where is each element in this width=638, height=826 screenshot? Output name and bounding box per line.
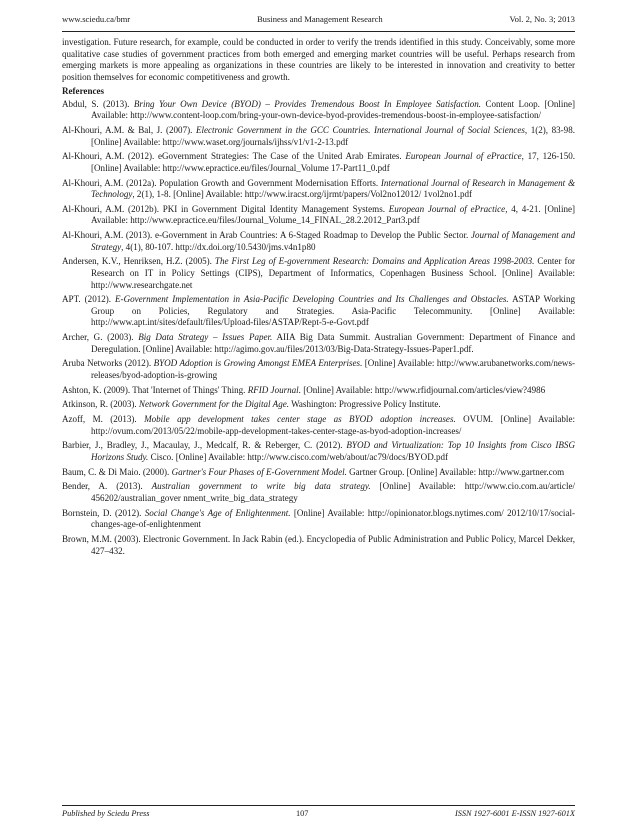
reference-source: , 17, 126-150. [Online] Available: http://www.epractice.eu/files/Journal_Volume 17-Part11_0.pdf	[91, 151, 576, 173]
reference-entry	[62, 99, 575, 122]
reference-entry	[62, 508, 575, 531]
reference-source: [Online] Available: http://opinionator.blogs.nytimes.com/ 2012/10/17/social-changes-age-of-enlightenment	[91, 507, 575, 530]
footer-publisher: Published by Sciedu Press	[62, 809, 150, 818]
reference-entry	[62, 440, 575, 463]
reference-title: European Journal of ePractice	[388, 203, 506, 214]
reference-text: Abdul, S. (2013).	[62, 98, 134, 109]
reference-source: [Online] Available: http://www.arubanetworks.com/news-releases/byod-adoption-is-growing	[91, 358, 575, 380]
footer-issn: ISSN 1927-6001 E-ISSN 1927-601X	[454, 809, 575, 818]
reference-entry	[62, 178, 575, 201]
header-journal-title: Business and Management Research	[256, 14, 383, 24]
reference-text: Bornstein, D. (2012).	[62, 507, 145, 518]
reference-text: Aruba Networks (2012).	[62, 358, 154, 369]
reference-title: Big Data Strategy – Issues Paper.	[138, 332, 273, 343]
reference-title: International Journal of Research in Management & Technology	[91, 177, 575, 200]
reference-source: OVUM. [Online] Available: http://ovum.com/2013/05/22/mobile-app-development-takes-center-stage-as-byod-adoption-increases/	[91, 414, 575, 436]
reference-title: Australian government to write big data strategy.	[151, 481, 371, 492]
reference-title: The First Leg of E-government Research: Domains and Application Areas 1998-2003.	[214, 256, 535, 267]
reference-source: Cisco. [Online] Available: http://www.cisco.com/web/about/ac79/docs/BYOD.pdf	[148, 451, 449, 462]
reference-entry	[62, 399, 575, 411]
reference-source: Center for Research on IT in Policy Settings (CIPS), Department of Informatics, Copenhagen Business School. [Online] Available: http://www.researchgate.net	[91, 256, 575, 290]
reference-title: BYOD and Virtualization: Top 10 Insights from Cisco IBSG Horizons Study.	[91, 440, 575, 462]
header-journal-url: www.sciedu.ca/bmr	[62, 14, 131, 24]
reference-text: Bender, A. (2013).	[62, 481, 152, 492]
reference-source: Washington: Progressive Policy Institute.	[289, 399, 441, 410]
reference-list	[62, 99, 575, 557]
reference-entry	[62, 332, 575, 355]
references-heading: References	[62, 86, 105, 97]
reference-entry	[62, 481, 575, 504]
reference-entry	[62, 467, 575, 479]
reference-entry	[62, 151, 575, 174]
footer-rule	[62, 805, 575, 806]
reference-source: Content Loop. [Online] Available: http://www.content-loop.com/bring-your-own-device-byod-provides-tremendous-boost-in-employee-satisfaction/	[91, 98, 575, 121]
reference-title: European Journal of ePractice	[405, 151, 522, 162]
reference-title: Gartner's Four Phases of E-Government Model.	[171, 466, 347, 477]
running-header	[62, 14, 575, 24]
reference-text: Al-Khouri, A.M. & Bal, J. (2007).	[62, 125, 196, 136]
reference-text: Al-Khouri, A.M. (2012a). Population Growth and Government Modernisation Efforts.	[62, 177, 381, 188]
reference-source: ASTAP Working Group on Policies, Regulatory and Strategies. Asia-Pacific Telecommunity. [Online] Available: http://www.apt.int/sites/default/files/Upload-files/ASTAP/Rept-5-e-Govt.pdf	[91, 294, 575, 328]
reference-source: , 1(2), 83-98. [Online] Available: http://www.waset.org/journals/ijhss/v1/v1-2-13.pdf	[91, 125, 575, 147]
reference-source: , 2(1), 1-8. [Online] Available: http://www.iracst.org/ijrmt/papers/Vol2no12012/ 1vol2no1.pdf	[132, 189, 473, 200]
reference-source: AIIA Big Data Summit. Australian Government: Department of Finance and Deregulation. [Online] Available: http://agimo.gov.au/files/2013/03/Big-Data-Strategy-Issues-Paper1.pdf.	[91, 332, 575, 354]
reference-title: RFID Journal.	[247, 384, 301, 395]
reference-text: Andersen, K.V., Henriksen, H.Z. (2005).	[62, 256, 215, 267]
reference-entry	[62, 230, 575, 253]
reference-entry	[62, 125, 575, 148]
reference-text: Brown, M.M. (2003). Electronic Government. In Jack Rabin (ed.). Encyclopedia of Public Administration and Public Policy, Marcel Dekker, 427–432.	[62, 533, 575, 556]
reference-title: Bring Your Own Device (BYOD) – Provides Tremendous Boost In Employee Satisfaction.	[133, 98, 482, 109]
reference-text: Atkinson, R. (2003).	[62, 399, 139, 410]
reference-text: APT. (2012).	[62, 294, 116, 305]
reference-text: Ashton, K. (2009). That 'Internet of Things' Thing.	[62, 384, 248, 395]
reference-entry	[62, 385, 575, 397]
page-body	[62, 37, 575, 560]
reference-title: Social Change's Age of Enlightenment.	[144, 507, 291, 518]
reference-title: Electronic Government in the GCC Countries. International Journal of Social Sciences	[195, 125, 525, 136]
reference-text: Archer, G. (2003).	[62, 332, 139, 343]
reference-title: BYOD Adoption is Growing Amongst EMEA Enterprises.	[153, 358, 363, 369]
reference-entry	[62, 414, 575, 437]
reference-source: [Online] Available: http://www.cio.com.au/article/ 456202/australian_gover nment_write_big_data_strategy	[91, 481, 575, 503]
reference-title: Mobile app development takes center stage as BYOD adoption increases.	[144, 414, 456, 425]
reference-title: E-Government Implementation in Asia-Pacific Developing Countries and Its Challenges and Obstacles.	[115, 294, 509, 305]
reference-entry	[62, 256, 575, 291]
reference-text: Barbier, J., Bradley, J., Macaulay, J., Medcalf, R. & Reberger, C. (2012).	[62, 440, 347, 451]
reference-title: Journal of Management and Strategy	[91, 230, 575, 252]
header-volume: Vol. 2, No. 3; 2013	[509, 14, 575, 24]
header-rule	[62, 31, 575, 32]
reference-source: [Online] Available: http://www.rfidjournal.com/articles/view?4986	[300, 384, 546, 395]
reference-text: Al-Khouri, A.M. (2012b). PKI in Government Digital Identity Management Systems.	[62, 203, 389, 214]
reference-entry	[62, 294, 575, 329]
reference-source: , 4, 4-21. [Online] Available: http://www.epractice.eu/files/Journal_Volume_14_FINAL_28.2.2012_Part3.pdf	[91, 203, 576, 226]
reference-source: Gartner Group. [Online] Available: http://www.gartner.com	[346, 466, 565, 477]
reference-title: Network Government for the Digital Age.	[138, 399, 289, 410]
reference-text: Al-Khouri, A.M. (2013). e-Government in Arab Countries: A 6-Staged Roadmap to Develop the Public Sector.	[62, 230, 471, 241]
reference-text: Al-Khouri, A.M. (2012). eGovernment Strategies: The Case of the United Arab Emirates.	[62, 151, 406, 162]
reference-text: Baum, C. & Di Maio. (2000).	[62, 466, 172, 477]
reference-entry	[62, 204, 575, 227]
intro-paragraph: investigation. Future research, for example, could be conducted in order to verify the trends identified in this study. Conceivably, some more qualitative case studies of government practices from both emerged and emerging market countries will be useful. Perhaps research from emerging markets is more appealing as organizations in these countries are likely to be interested in innovation and creativity to better position themselves for economic competitiveness and growth.	[62, 37, 575, 82]
reference-entry	[62, 534, 575, 557]
page-number: 107	[295, 809, 309, 818]
reference-text: Azoff, M. (2013).	[62, 414, 145, 425]
reference-source: , 4(1), 80-107. http://dx.doi.org/10.5430/jms.v4n1p80	[121, 241, 316, 252]
page-footer	[62, 809, 575, 818]
reference-entry	[62, 358, 575, 381]
